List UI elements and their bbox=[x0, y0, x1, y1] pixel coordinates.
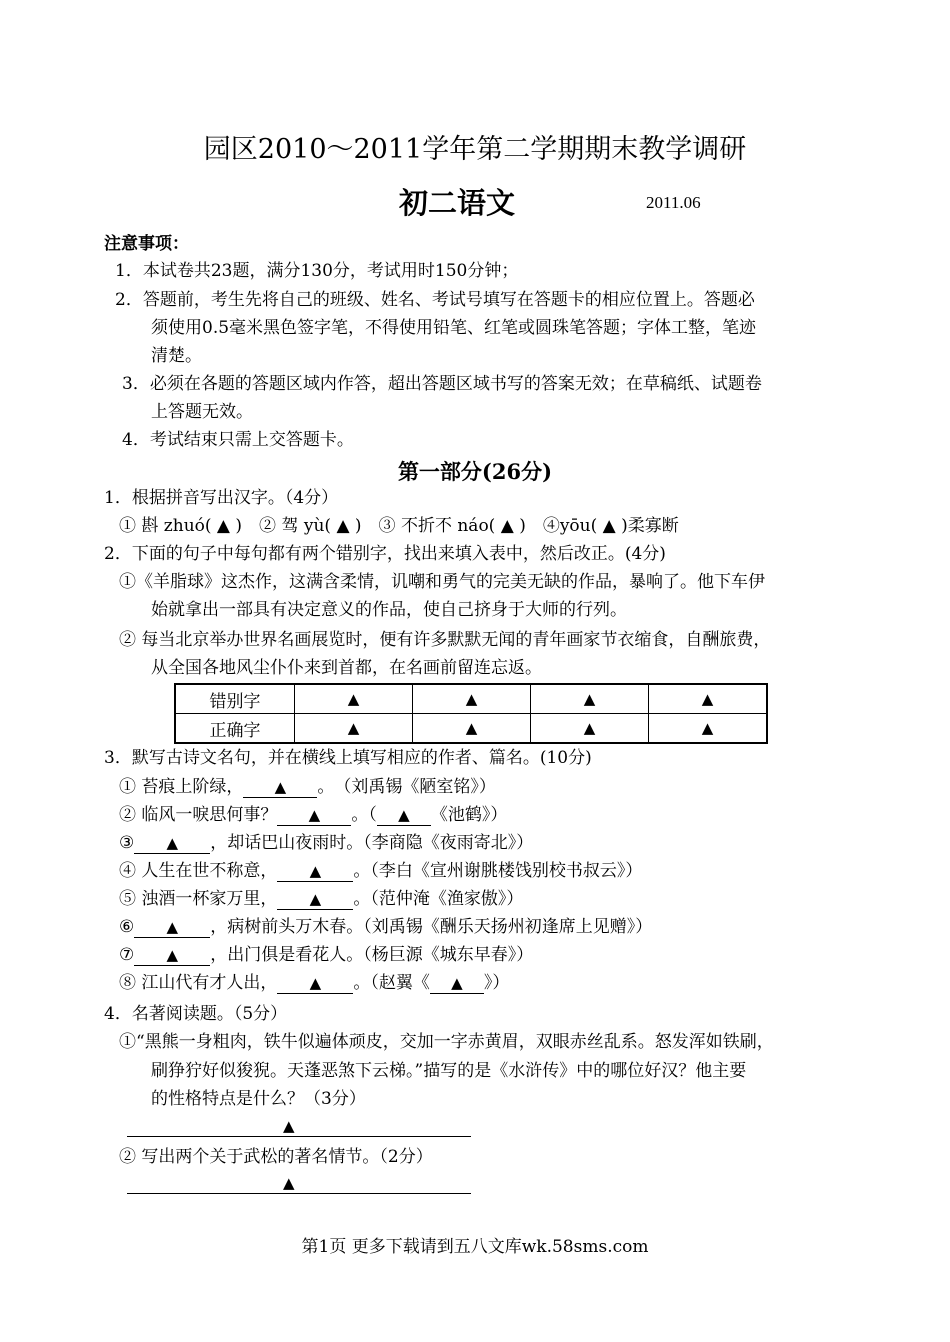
q3-post: 。 （刘禹锡《陋室铭》） bbox=[317, 777, 496, 797]
q3-item-4 bbox=[119, 860, 642, 882]
fill-blank[interactable]: ▲ bbox=[277, 973, 353, 994]
answer-marker: ▲ bbox=[283, 1174, 295, 1192]
table-row bbox=[175, 684, 767, 714]
row-label: 正确字 bbox=[175, 714, 295, 744]
notice-item-2-cont: 须使用0.5毫米黑色签字笔，不得使用铅笔、红笔或圆珠笔答题；字体工整，笔迹 bbox=[151, 318, 757, 338]
q4-passage-2: 刷狰狞好似狻猊。天蓬恶煞下云梯。”描写的是《水浒传》中的哪位好汉？他主要 bbox=[151, 1061, 747, 1081]
answer-cell[interactable]: ▲ bbox=[413, 714, 531, 744]
q3-pre: ⑥ bbox=[119, 917, 135, 937]
q3-item-5 bbox=[119, 888, 523, 910]
subject-title: 初二语文 bbox=[399, 186, 516, 220]
q4-sub-2: ② 写出两个关于武松的著名情节。（2分） bbox=[119, 1147, 433, 1167]
q1-stem: 1．根据拼音写出汉字。（4分） bbox=[104, 488, 339, 508]
table-row bbox=[175, 714, 767, 744]
q1-items: ① 斟 zhuó( ▲ ) ② 驾 yù( ▲ ) ③ 不折不 náo( ▲ ) ④yōu( ▲ )柔寡断 bbox=[119, 516, 679, 536]
answer-cell[interactable]: ▲ bbox=[649, 684, 768, 714]
answer-cell[interactable]: ▲ bbox=[413, 684, 531, 714]
notice-item-3: 3．必须在各题的答题区域内作答，超出答题区域书写的答案无效；在草稿纸、试题卷 bbox=[122, 374, 762, 394]
answer-cell[interactable]: ▲ bbox=[295, 684, 413, 714]
fill-blank[interactable]: ▲ bbox=[277, 805, 351, 826]
q3-post: 。（李白《宣州谢朓楼饯别校书叔云》） bbox=[353, 861, 643, 881]
q3-pre: ⑧ 江山代有才人出， bbox=[119, 973, 278, 993]
fill-blank[interactable]: ▲ bbox=[134, 945, 210, 966]
notice-item-3-cont: 上答题无效。 bbox=[151, 402, 253, 422]
exam-title: 园区2010～2011学年第二学期期末教学调研 bbox=[203, 134, 747, 165]
q3-post2: 《池鹤》） bbox=[430, 805, 508, 825]
notice-item-4: 4．考试结束只需上交答题卡。 bbox=[122, 430, 354, 450]
q3-item-6 bbox=[119, 916, 652, 938]
answer-line[interactable] bbox=[127, 1136, 471, 1137]
page-footer: 第1页 更多下载请到五八文库wk.58sms.com bbox=[301, 1237, 649, 1257]
q3-post: 。（ bbox=[351, 805, 377, 825]
q3-post: 。（范仲淹《渔家傲》） bbox=[353, 889, 524, 909]
fill-blank[interactable]: ▲ bbox=[134, 917, 210, 938]
notice-heading: 注意事项： bbox=[104, 234, 189, 254]
answer-cell[interactable]: ▲ bbox=[531, 714, 649, 744]
q4-stem: 4．名著阅读题。（5分） bbox=[104, 1004, 288, 1024]
exam-date: 2011.06 bbox=[646, 193, 701, 212]
q2-sentence-2: ② 每当北京举办世界名画展览时，便有许多默默无闻的青年画家节衣缩食，自酬旅费， bbox=[119, 630, 771, 650]
row-label: 错别字 bbox=[175, 684, 295, 714]
q2-stem: 2．下面的句子中每句都有两个错别字，找出来填入表中，然后改正。(4分) bbox=[104, 544, 666, 564]
q3-pre: ③ bbox=[119, 833, 135, 853]
q4-passage-3: 的性格特点是什么？（3分） bbox=[151, 1089, 366, 1109]
notice-item-2-cont2: 清楚。 bbox=[151, 346, 202, 366]
part1-heading: 第一部分(26分) bbox=[397, 459, 553, 484]
error-char-table bbox=[174, 683, 768, 744]
notice-item-1: 1．本试卷共23题，满分130分，考试用时150分钟； bbox=[115, 261, 519, 281]
q3-post: 。（赵翼《 bbox=[353, 973, 430, 993]
q3-pre: ① 苔痕上阶绿， bbox=[119, 777, 244, 797]
q3-pre: ⑤ 浊酒一杯家万里， bbox=[119, 889, 278, 909]
q3-item-1 bbox=[119, 776, 496, 798]
answer-cell[interactable]: ▲ bbox=[295, 714, 413, 744]
q2-sentence-1: ①《羊脂球》这杰作，这满含柔情，讥嘲和勇气的完美无缺的作品，暴响了。他下车伊 bbox=[119, 572, 765, 592]
q3-pre: ② 临风一唳思何事？ bbox=[119, 805, 278, 825]
q3-item-8 bbox=[119, 972, 509, 994]
fill-blank[interactable]: ▲ bbox=[377, 805, 431, 826]
q3-pre: ⑦ bbox=[119, 945, 135, 965]
answer-cell[interactable]: ▲ bbox=[649, 714, 768, 744]
q3-post: ，却话巴山夜雨时。（李商隐《夜雨寄北》） bbox=[210, 833, 534, 853]
q3-item-7 bbox=[119, 944, 533, 966]
q3-pre: ④ 人生在世不称意， bbox=[119, 861, 278, 881]
q4-passage-1: ①“黑熊一身粗肉，铁牛似遍体顽皮，交加一字赤黄眉，双眼赤丝乱系。怒发浑如铁刷， bbox=[119, 1032, 774, 1052]
notice-item-2: 2．答题前，考生先将自己的班级、姓名、考试号填写在答题卡的相应位置上。答题必 bbox=[115, 290, 755, 310]
q3-stem: 3．默写古诗文名句，并在横线上填写相应的作者、篇名。(10分) bbox=[104, 748, 592, 768]
q3-item-2 bbox=[119, 804, 507, 826]
answer-marker: ▲ bbox=[283, 1117, 295, 1135]
fill-blank[interactable]: ▲ bbox=[430, 973, 484, 994]
answer-line[interactable] bbox=[127, 1193, 471, 1194]
q3-post2: 》） bbox=[483, 973, 510, 993]
q3-post: ，病树前头万木春。（刘禹锡《酬乐天扬州初逢席上见赠》） bbox=[210, 917, 653, 937]
fill-blank[interactable]: ▲ bbox=[277, 861, 353, 882]
fill-blank[interactable]: ▲ bbox=[243, 777, 317, 798]
q2-sentence-2-cont: 从全国各地风尘仆仆来到首都，在名画前留连忘返。 bbox=[151, 658, 542, 678]
fill-blank[interactable]: ▲ bbox=[277, 889, 353, 910]
q2-sentence-1-cont: 始就拿出一部具有决定意义的作品，使自己挤身于大师的行列。 bbox=[151, 600, 627, 620]
answer-cell[interactable]: ▲ bbox=[531, 684, 649, 714]
q3-item-3 bbox=[119, 832, 533, 854]
fill-blank[interactable]: ▲ bbox=[134, 833, 210, 854]
q3-post: ，出门俱是看花人。（杨巨源《城东早春》） bbox=[210, 945, 534, 965]
